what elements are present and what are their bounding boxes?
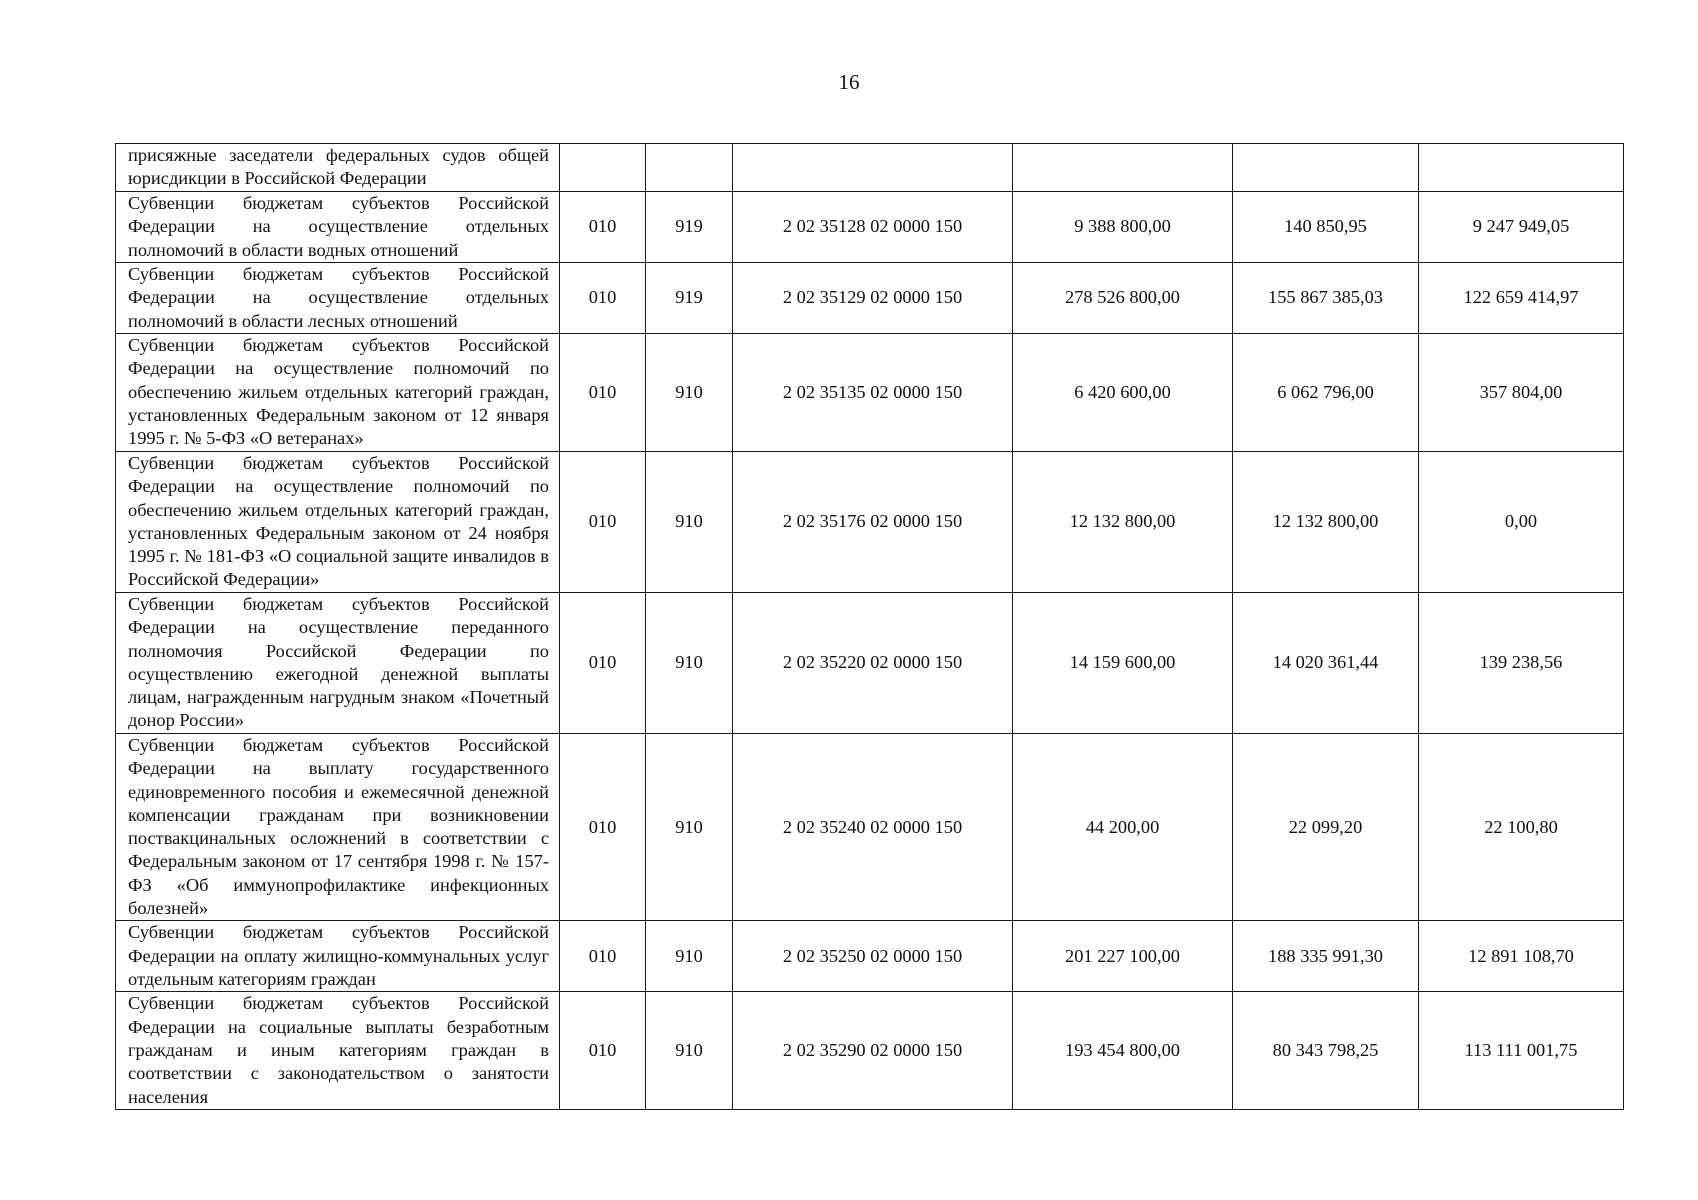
row-executed: 188 335 991,30 — [1233, 921, 1419, 992]
row-col1 — [560, 144, 646, 192]
table-row — [116, 734, 1624, 921]
table-row — [116, 192, 1624, 263]
row-remainder: 357 804,00 — [1419, 334, 1624, 452]
row-approved: 6 420 600,00 — [1013, 334, 1233, 452]
row-description: Субвенции бюджетам субъектов Российской Федерации на осуществление отдельных полномочий в области водных отношений — [116, 192, 560, 263]
row-code: 2 02 35250 02 0000 150 — [733, 921, 1013, 992]
row-approved: 193 454 800,00 — [1013, 992, 1233, 1110]
row-executed: 6 062 796,00 — [1233, 334, 1419, 452]
table-row — [116, 334, 1624, 452]
row-description: Субвенции бюджетам субъектов Российской Федерации на осуществление отдельных полномочий в области лесных отношений — [116, 263, 560, 334]
row-remainder: 12 891 108,70 — [1419, 921, 1624, 992]
row-remainder: 22 100,80 — [1419, 734, 1624, 921]
row-executed: 80 343 798,25 — [1233, 992, 1419, 1110]
row-description: Субвенции бюджетам субъектов Российской Федерации на осуществление полномочий по обеспечению жильем отдельных категорий граждан, установленных Федеральным законом от 24 ноября 1995 г. № 181-ФЗ «О социальной защите инвалидов в Российской Федерации» — [116, 452, 560, 593]
row-executed: 155 867 385,03 — [1233, 263, 1419, 334]
row-col1: 010 — [560, 734, 646, 921]
row-code: 2 02 35220 02 0000 150 — [733, 593, 1013, 734]
row-col2: 910 — [646, 921, 733, 992]
row-description: Субвенции бюджетам субъектов Российской Федерации на выплату государственного единовременного пособия и ежемесячной денежной компенсации гражданам при возникновении поствакцинальных осложнений в соответствии с Федеральным законом от 17 сентября 1998 г. № 157-ФЗ «Об иммунопрофилактике инфекционных болезней» — [116, 734, 560, 921]
row-approved: 278 526 800,00 — [1013, 263, 1233, 334]
row-col2: 910 — [646, 334, 733, 452]
row-executed: 14 020 361,44 — [1233, 593, 1419, 734]
row-approved: 201 227 100,00 — [1013, 921, 1233, 992]
row-code: 2 02 35290 02 0000 150 — [733, 992, 1013, 1110]
row-remainder: 0,00 — [1419, 452, 1624, 593]
page-number: 16 — [838, 70, 860, 94]
row-col1: 010 — [560, 452, 646, 593]
table-row — [116, 144, 1624, 192]
row-description: Субвенции бюджетам субъектов Российской Федерации на осуществление полномочий по обеспечению жильем отдельных категорий граждан, установленных Федеральным законом от 12 января 1995 г. № 5-ФЗ «О ветеранах» — [116, 334, 560, 452]
row-col1: 010 — [560, 593, 646, 734]
row-col2: 910 — [646, 593, 733, 734]
row-description: присяжные заседатели федеральных судов общей юрисдикции в Российской Федерации — [116, 144, 560, 192]
row-code: 2 02 35135 02 0000 150 — [733, 334, 1013, 452]
row-col2: 910 — [646, 452, 733, 593]
row-col1: 010 — [560, 192, 646, 263]
row-code — [733, 144, 1013, 192]
row-executed — [1233, 144, 1419, 192]
row-col1: 010 — [560, 263, 646, 334]
row-col1: 010 — [560, 921, 646, 992]
row-description: Субвенции бюджетам субъектов Российской Федерации на оплату жилищно-коммунальных услуг отдельным категориям граждан — [116, 921, 560, 992]
table-row — [116, 992, 1624, 1110]
row-approved: 14 159 600,00 — [1013, 593, 1233, 734]
row-code: 2 02 35129 02 0000 150 — [733, 263, 1013, 334]
row-executed: 22 099,20 — [1233, 734, 1419, 921]
row-col2: 910 — [646, 992, 733, 1110]
row-col2: 919 — [646, 192, 733, 263]
row-remainder: 139 238,56 — [1419, 593, 1624, 734]
table-row — [116, 452, 1624, 593]
row-approved: 44 200,00 — [1013, 734, 1233, 921]
row-approved — [1013, 144, 1233, 192]
row-col1: 010 — [560, 334, 646, 452]
row-col2: 910 — [646, 734, 733, 921]
table-row — [116, 263, 1624, 334]
row-approved: 12 132 800,00 — [1013, 452, 1233, 593]
row-description: Субвенции бюджетам субъектов Российской Федерации на социальные выплаты безработным гражданам и иным категориям граждан в соответствии с законодательством о занятости населения — [116, 992, 560, 1110]
row-executed: 140 850,95 — [1233, 192, 1419, 263]
row-remainder: 122 659 414,97 — [1419, 263, 1624, 334]
table-row — [116, 921, 1624, 992]
row-col2 — [646, 144, 733, 192]
row-remainder: 9 247 949,05 — [1419, 192, 1624, 263]
row-remainder — [1419, 144, 1624, 192]
row-col2: 919 — [646, 263, 733, 334]
row-remainder: 113 111 001,75 — [1419, 992, 1624, 1110]
row-code: 2 02 35128 02 0000 150 — [733, 192, 1013, 263]
row-executed: 12 132 800,00 — [1233, 452, 1419, 593]
row-code: 2 02 35240 02 0000 150 — [733, 734, 1013, 921]
row-description: Субвенции бюджетам субъектов Российской Федерации на осуществление переданного полномочия Российской Федерации по осуществлению ежегодной денежной выплаты лицам, награжденным нагрудным знаком «Почетный донор России» — [116, 593, 560, 734]
row-code: 2 02 35176 02 0000 150 — [733, 452, 1013, 593]
table-row — [116, 593, 1624, 734]
row-approved: 9 388 800,00 — [1013, 192, 1233, 263]
row-col1: 010 — [560, 992, 646, 1110]
budget-table — [115, 143, 1624, 1110]
